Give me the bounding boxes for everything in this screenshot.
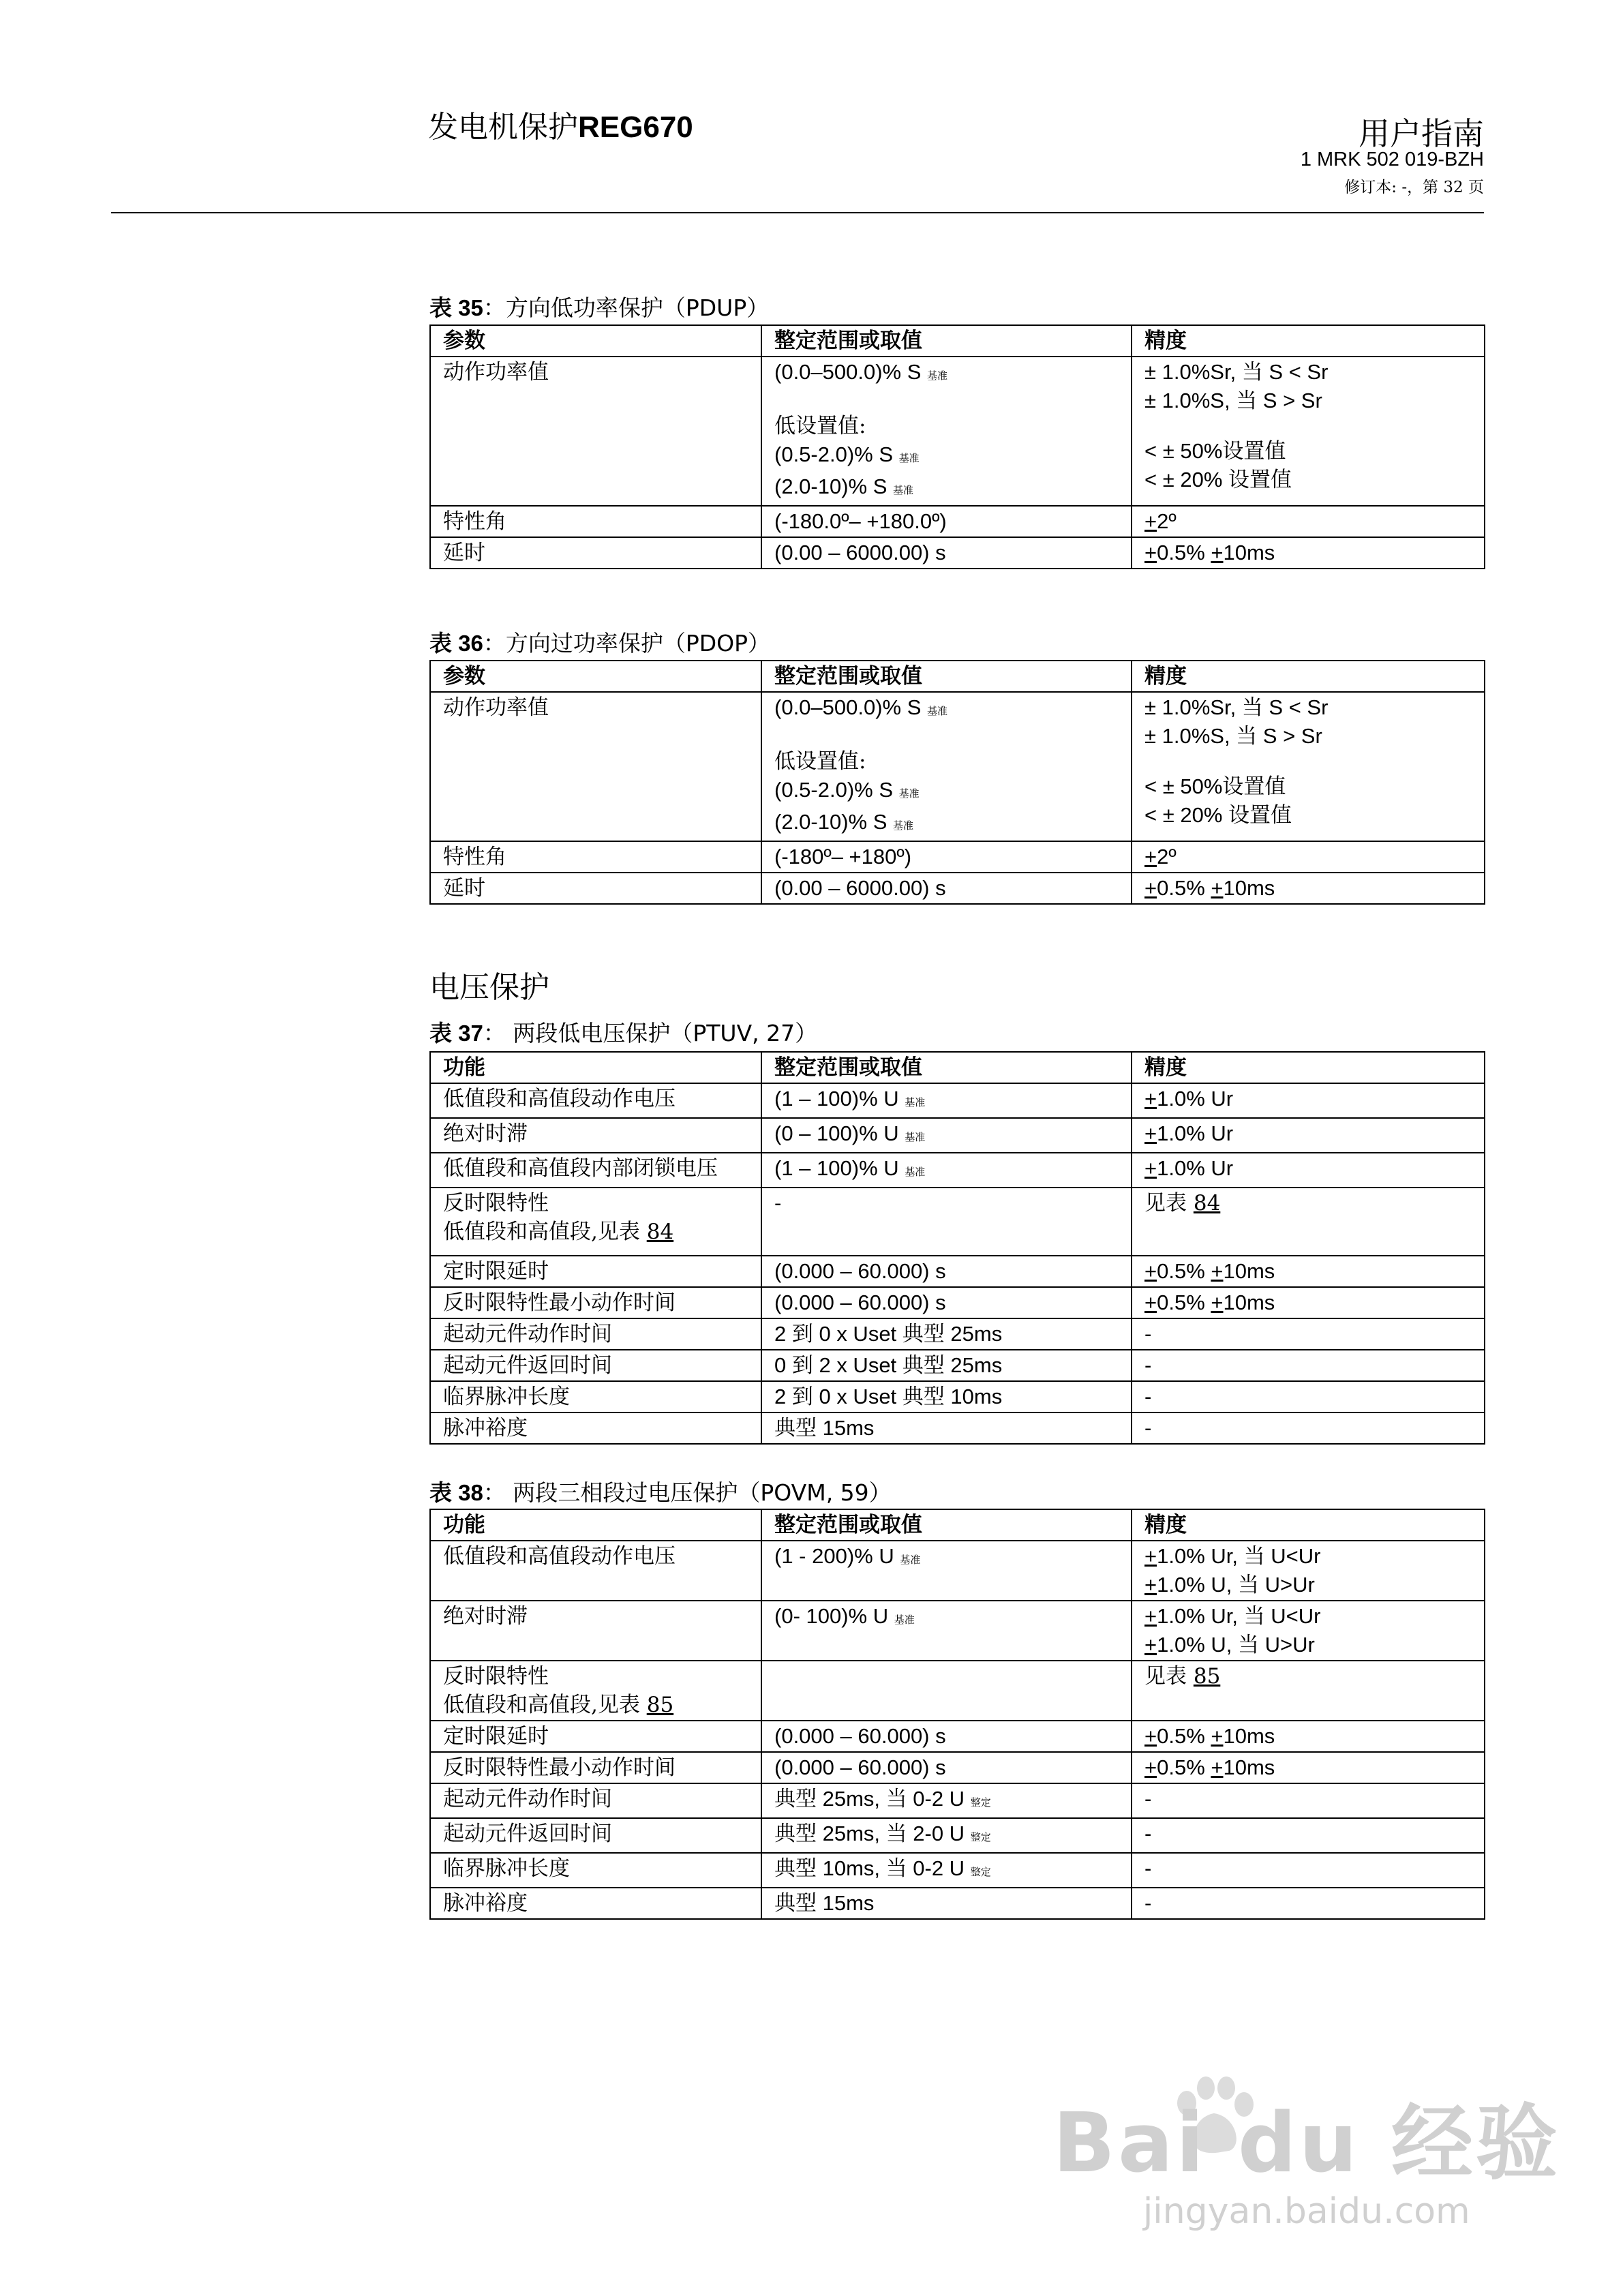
table36-title: ：方向过功率保护（PDOP） [483,630,771,656]
document-title [428,102,693,146]
cell: +0.5% +10ms [1132,1752,1485,1783]
header-function: 功能 [430,1052,761,1083]
revision-page: 修订本: -，第 32 页 [1344,179,1484,196]
table35 [429,324,1485,569]
cell: +0.5% +10ms [1132,873,1485,904]
table-row [430,1818,1485,1853]
header-range: 整定范围或取值 [761,325,1132,357]
cell: (-180.0º– +180.0º) [761,506,1132,537]
cell: 起动元件动作时间 [430,1783,761,1818]
table-row [430,873,1485,904]
cell: (-180º– +180º) [761,841,1132,873]
header-param: 参数 [430,325,761,357]
header-range: 整定范围或取值 [761,1052,1132,1083]
table36-caption [429,626,770,658]
cell: +0.5% +10ms [1132,537,1485,569]
table-row [430,1853,1485,1888]
cell: 反时限特性 低值段和高值段,见表 85 [430,1661,761,1721]
cell: - [1132,1413,1485,1444]
cell: 2 到 0 x Uset 典型 10ms [761,1381,1132,1413]
table-row [430,1188,1485,1256]
header-range: 整定范围或取值 [761,661,1132,692]
cell: ± 1.0%Sr, 当 S < Sr ± 1.0%S, 当 S > Sr < ± 50%设置值 < ± 20% 设置值 [1132,692,1485,841]
cell: (0.000 – 60.000) s [761,1721,1132,1752]
cell: 起动元件返回时间 [430,1818,761,1853]
cell: 定时限延时 [430,1256,761,1287]
cell: - [761,1188,1132,1256]
table-row [430,1752,1485,1783]
cell: 绝对时滞 [430,1601,761,1661]
cell: 典型 10ms, 当 0-2 U 整定 [761,1853,1132,1888]
table-row [430,692,1485,841]
watermark-logo: Bai du 经验 [1052,2096,1560,2191]
table-ref-link[interactable]: 84 [1193,1191,1221,1215]
table-row [430,1256,1485,1287]
cell: +1.0% Ur [1132,1153,1485,1188]
table37-caption [429,1016,817,1048]
cell: 见表 85 [1132,1661,1485,1721]
cell: 起动元件返回时间 [430,1350,761,1381]
table-row [430,537,1485,569]
cell: - [1132,1350,1485,1381]
cell: 反时限特性最小动作时间 [430,1752,761,1783]
header-accuracy: 精度 [1132,1509,1485,1541]
table38-caption [429,1475,892,1507]
table-row [430,1783,1485,1818]
section-voltage-protection: 电压保护 [429,970,549,1005]
header-divider [111,212,1484,213]
table38 [429,1509,1485,1920]
cell: +1.0% Ur [1132,1118,1485,1153]
cell: +1.0% Ur, 当 U<Ur +1.0% U, 当 U>Ur [1132,1541,1485,1601]
table-header-row [430,661,1485,692]
cell: - [1132,1783,1485,1818]
cell: (1 – 100)% U 基准 [761,1083,1132,1118]
cell: 反时限特性 低值段和高值段,见表 84 [430,1188,761,1256]
baidu-watermark [1053,2078,1560,2232]
table37 [429,1051,1485,1445]
table35-number: 表 35 [429,295,483,320]
cell: 脉冲裕度 [430,1413,761,1444]
cell: (0.0–500.0)% S 基准 低设置值: (0.5-2.0)% S 基准 (2.0-10)% S 基准 [761,357,1132,506]
header-function: 功能 [430,1509,761,1541]
cell: (0.00 – 6000.00) s [761,873,1132,904]
cell: - [1132,1818,1485,1853]
cell: 临界脉冲长度 [430,1853,761,1888]
cell: (0 – 100)% U 基准 [761,1118,1132,1153]
cell: 动作功率值 [430,357,761,506]
table-row [430,357,1485,506]
watermark-url: jingyan.baidu.com [1142,2191,1470,2232]
cell: - [1132,1318,1485,1350]
cell: 低值段和高值段动作电压 [430,1083,761,1118]
cell: 起动元件动作时间 [430,1318,761,1350]
table-row [430,1413,1485,1444]
document-code: 1 MRK 502 019-BZH [1300,149,1484,170]
cell: 绝对时滞 [430,1118,761,1153]
table-row [430,1601,1485,1661]
cell: (1 – 100)% U 基准 [761,1153,1132,1188]
table-ref-link[interactable]: 84 [646,1220,674,1244]
table-header-row [430,1052,1485,1083]
table-header-row [430,1509,1485,1541]
table35-caption [429,290,769,322]
cell: - [1132,1381,1485,1413]
table-row [430,1721,1485,1752]
cell: (1 - 200)% U 基准 [761,1541,1132,1601]
cell: +1.0% Ur [1132,1083,1485,1118]
table-row [430,1287,1485,1318]
table-row [430,1153,1485,1188]
cell: +0.5% +10ms [1132,1256,1485,1287]
table-row [430,1318,1485,1350]
cell: 特性角 [430,841,761,873]
header-param: 参数 [430,661,761,692]
cell: (0.000 – 60.000) s [761,1287,1132,1318]
cell: 低值段和高值段动作电压 [430,1541,761,1601]
table-row [430,1541,1485,1601]
cell: (0.0–500.0)% S 基准 低设置值: (0.5-2.0)% S 基准 (2.0-10)% S 基准 [761,692,1132,841]
cell: ± 1.0%Sr, 当 S < Sr ± 1.0%S, 当 S > Sr < ± 50%设置值 < ± 20% 设置值 [1132,357,1485,506]
cell: - [1132,1888,1485,1919]
cell: 延时 [430,537,761,569]
table-row [430,506,1485,537]
cell: 低值段和高值段内部闭锁电压 [430,1153,761,1188]
cell: +0.5% +10ms [1132,1287,1485,1318]
table35-title: ：方向低功率保护（PDUP） [483,294,770,321]
table37-title: ： 两段低电压保护（PTUV, 27） [483,1020,818,1046]
table-row [430,841,1485,873]
table38-title: ： 两段三相段过电压保护（POVM, 59） [483,1479,892,1506]
cell: 临界脉冲长度 [430,1381,761,1413]
cell: (0.000 – 60.000) s [761,1256,1132,1287]
table-header-row [430,325,1485,357]
document-title-zh: 发电机保护 [428,110,578,144]
document-title-model: REG670 [578,110,693,144]
header-range: 整定范围或取值 [761,1509,1132,1541]
cell: 特性角 [430,506,761,537]
cell: +1.0% Ur, 当 U<Ur +1.0% U, 当 U>Ur [1132,1601,1485,1661]
cell: 动作功率值 [430,692,761,841]
header-accuracy: 精度 [1132,1052,1485,1083]
table36 [429,660,1485,905]
cell: 典型 25ms, 当 2-0 U 整定 [761,1818,1132,1853]
cell: 典型 15ms [761,1413,1132,1444]
cell: +2º [1132,506,1485,537]
cell: 延时 [430,873,761,904]
cell: 0 到 2 x Uset 典型 25ms [761,1350,1132,1381]
table-row [430,1381,1485,1413]
cell: 定时限延时 [430,1721,761,1752]
cell: 典型 25ms, 当 0-2 U 整定 [761,1783,1132,1818]
cell: 脉冲裕度 [430,1888,761,1919]
cell: (0- 100)% U 基准 [761,1601,1132,1661]
header-accuracy: 精度 [1132,661,1485,692]
cell: 2 到 0 x Uset 典型 25ms [761,1318,1132,1350]
header-accuracy: 精度 [1132,325,1485,357]
cell: (0.000 – 60.000) s [761,1752,1132,1783]
cell: +0.5% +10ms [1132,1721,1485,1752]
table-row [430,1118,1485,1153]
cell: +2º [1132,841,1485,873]
table-row [430,1888,1485,1919]
cell: 反时限特性最小动作时间 [430,1287,761,1318]
cell: - [1132,1853,1485,1888]
table-row [430,1083,1485,1118]
table-ref-link[interactable]: 85 [646,1693,674,1717]
table38-number: 表 38 [429,1480,483,1505]
table-row [430,1661,1485,1721]
table-ref-link[interactable]: 85 [1193,1664,1221,1689]
table37-number: 表 37 [429,1021,483,1046]
cell [761,1661,1132,1721]
cell: (0.00 – 6000.00) s [761,537,1132,569]
table36-number: 表 36 [429,631,483,656]
cell: 见表 84 [1132,1188,1485,1256]
table-row [430,1350,1485,1381]
cell: 典型 15ms [761,1888,1132,1919]
user-guide-title: 用户指南 [1359,116,1484,151]
